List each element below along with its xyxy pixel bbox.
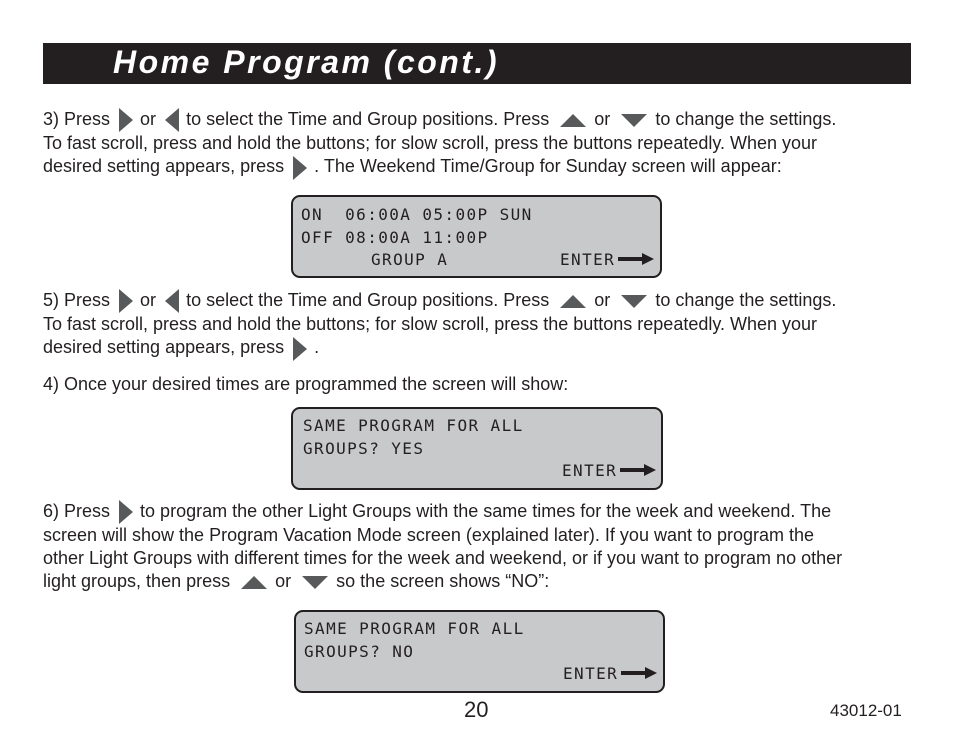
enter-arrow-icon bbox=[620, 465, 656, 475]
lcd-enter bbox=[560, 250, 654, 270]
lcd-enter bbox=[563, 664, 657, 684]
lcd-line-2: GROUPS? NO bbox=[304, 642, 415, 661]
down-triangle-button-icon bbox=[302, 576, 328, 589]
step-6-line-1: 6) Press to program the other Light Groups with the same times for the week and weekend. The bbox=[43, 500, 913, 524]
enter-arrow-icon bbox=[621, 668, 657, 678]
up-triangle-button-icon bbox=[241, 576, 267, 589]
lcd-screen-same-program-yes bbox=[291, 407, 663, 490]
page-title: Home Program (cont.) bbox=[113, 44, 500, 80]
step-5-line-1: 5) Press or to select the Time and Group positions. Press or to change the settings. bbox=[43, 289, 913, 313]
step-5-line-2: To fast scroll, press and hold the buttons; for slow scroll, press the buttons repeatedly. When your bbox=[43, 314, 818, 335]
lcd-line-3: GROUP A bbox=[371, 250, 449, 269]
left-triangle-button-icon bbox=[165, 108, 179, 132]
step-4-text: 4) Once your desired times are programmed the screen will show: bbox=[43, 374, 569, 394]
step-3-line-2: To fast scroll, press and hold the buttons; for slow scroll, press the buttons repeatedly. When your bbox=[43, 133, 818, 154]
step-6-line-3: other Light Groups with different times for the week and weekend, or if you want to program no other bbox=[43, 548, 843, 569]
lcd-line-1: SAME PROGRAM FOR ALL bbox=[303, 416, 524, 435]
up-triangle-button-icon bbox=[560, 114, 586, 127]
lcd-enter bbox=[562, 461, 656, 481]
step-5-text bbox=[43, 289, 913, 361]
enter-label: ENTER bbox=[563, 664, 619, 683]
document-number: 43012-01 bbox=[830, 701, 902, 720]
right-triangle-button-icon bbox=[293, 337, 307, 361]
step-3-text bbox=[43, 108, 913, 180]
right-triangle-button-icon bbox=[293, 156, 307, 180]
enter-label: ENTER bbox=[562, 461, 618, 480]
page-number: 20 bbox=[464, 697, 489, 722]
lcd-line-1: SAME PROGRAM FOR ALL bbox=[304, 619, 525, 638]
step-3-line-1: 3) Press or to select the Time and Group positions. Press or to change the settings. bbox=[43, 108, 913, 132]
lcd-line-2: OFF 08:00A 11:00P bbox=[301, 228, 489, 247]
step-6-text bbox=[43, 500, 913, 593]
right-triangle-button-icon bbox=[119, 108, 133, 132]
step-6-line-4: light groups, then press or so the screen shows “NO”: bbox=[43, 571, 550, 592]
step-3-line-3: desired setting appears, press . The Weekend Time/Group for Sunday screen will appear: bbox=[43, 155, 913, 179]
title-bar bbox=[43, 43, 911, 84]
left-triangle-button-icon bbox=[165, 289, 179, 313]
step-6-line-2: screen will show the Program Vacation Mode screen (explained later). If you want to program the bbox=[43, 525, 815, 546]
down-triangle-button-icon bbox=[621, 295, 647, 308]
right-triangle-button-icon bbox=[119, 289, 133, 313]
lcd-screen-same-program-no bbox=[294, 610, 665, 693]
lcd-screen-weekend-sunday bbox=[291, 195, 662, 278]
lcd-line-2: GROUPS? YES bbox=[303, 439, 425, 458]
enter-label: ENTER bbox=[560, 250, 616, 269]
right-triangle-button-icon bbox=[119, 500, 133, 524]
enter-arrow-icon bbox=[618, 254, 654, 264]
up-triangle-button-icon bbox=[560, 295, 586, 308]
lcd-line-1: ON 06:00A 05:00P SUN bbox=[301, 205, 533, 224]
down-triangle-button-icon bbox=[621, 114, 647, 127]
step-5-line-3: desired setting appears, press . bbox=[43, 336, 913, 360]
